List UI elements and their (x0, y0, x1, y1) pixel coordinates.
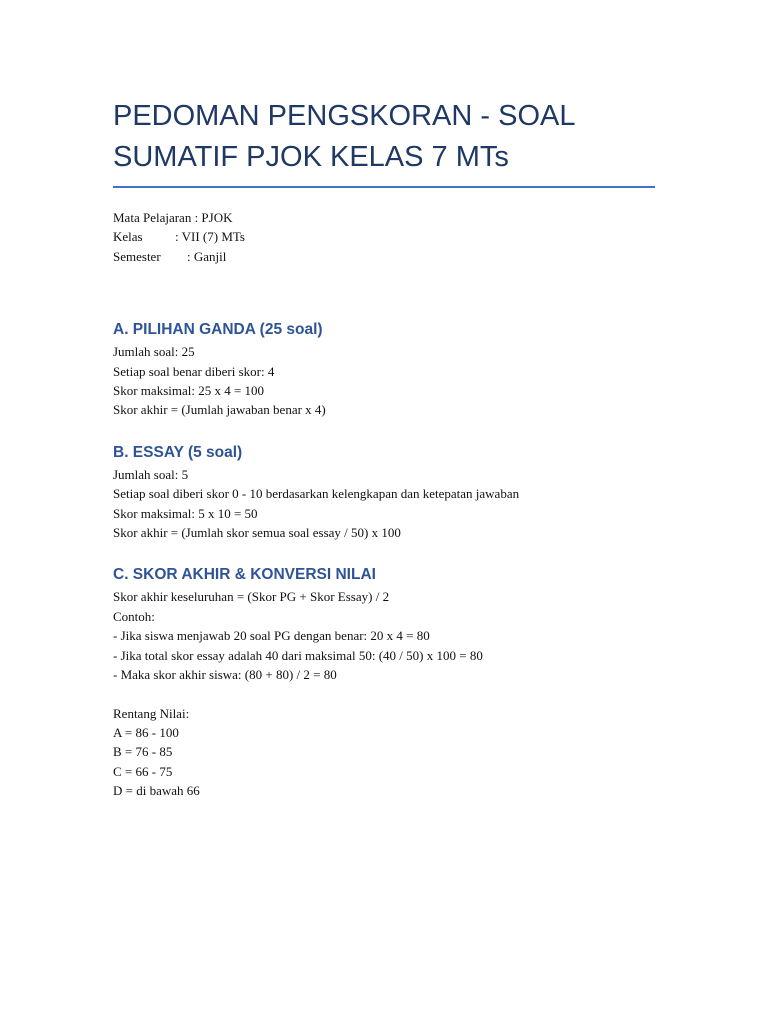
section-b-line: Jumlah soal: 5 (113, 466, 189, 482)
section-b-line: Skor akhir = (Jumlah skor semua soal essay / 50) x 100 (113, 525, 401, 541)
section-c-line: - Jika total skor essay adalah 40 dari maksimal 50: (40 / 50) x 100 = 80 (113, 647, 483, 663)
meta-kelas-label: Kelas (113, 229, 143, 245)
meta-semester-value: : Ganjil (187, 248, 227, 264)
section-a-line: Setiap soal benar diberi skor: 4 (113, 363, 275, 379)
section-b-heading: B. ESSAY (5 soal) (113, 443, 243, 461)
section-a-body (113, 342, 658, 420)
section-b-line: Setiap soal diberi skor 0 - 10 berdasarkan kelengkapan dan ketepatan jawaban (113, 486, 520, 502)
meta-block (113, 208, 658, 266)
rentang-nilai-line: Rentang Nilai: (113, 705, 190, 721)
section-c-body (113, 587, 658, 800)
title-divider (113, 186, 655, 188)
document-page (113, 96, 658, 801)
document-title (113, 96, 658, 178)
meta-kelas-value: : VII (7) MTs (175, 229, 245, 245)
section-c-line: Skor akhir keseluruhan = (Skor PG + Skor Essay) / 2 (113, 589, 390, 605)
rentang-nilai-line: B = 76 - 85 (113, 744, 173, 760)
section-a-heading: A. PILIHAN GANDA (25 soal) (113, 321, 323, 339)
section-c-line: Contoh: (113, 608, 155, 624)
meta-kelas-row (113, 227, 658, 246)
meta-mapel: Mata Pelajaran : PJOK (113, 210, 233, 225)
section-c-line: - Jika siswa menjawab 20 soal PG dengan benar: 20 x 4 = 80 (113, 628, 430, 644)
section-c-heading: C. SKOR AKHIR & KONVERSI NILAI (113, 566, 376, 584)
rentang-nilai-line: D = di bawah 66 (113, 783, 200, 799)
meta-semester-row (113, 247, 658, 266)
title-line-2: SUMATIF PJOK KELAS 7 MTs (113, 141, 509, 173)
rentang-nilai-line: A = 86 - 100 (113, 724, 179, 740)
section-b-line: Skor maksimal: 5 x 10 = 50 (113, 505, 258, 521)
section-a-line: Jumlah soal: 25 (113, 344, 195, 360)
section-a-line: Skor maksimal: 25 x 4 = 100 (113, 383, 265, 399)
section-a-line: Skor akhir = (Jumlah jawaban benar x 4) (113, 402, 326, 418)
rentang-nilai-line: C = 66 - 75 (113, 763, 173, 779)
section-c-line: - Maka skor akhir siswa: (80 + 80) / 2 = 80 (113, 667, 337, 683)
title-line-1: PEDOMAN PENGSKORAN - SOAL (113, 100, 576, 132)
section-b-body (113, 465, 658, 543)
paragraph-gap (113, 685, 658, 704)
meta-semester-label: Semester (113, 248, 161, 264)
